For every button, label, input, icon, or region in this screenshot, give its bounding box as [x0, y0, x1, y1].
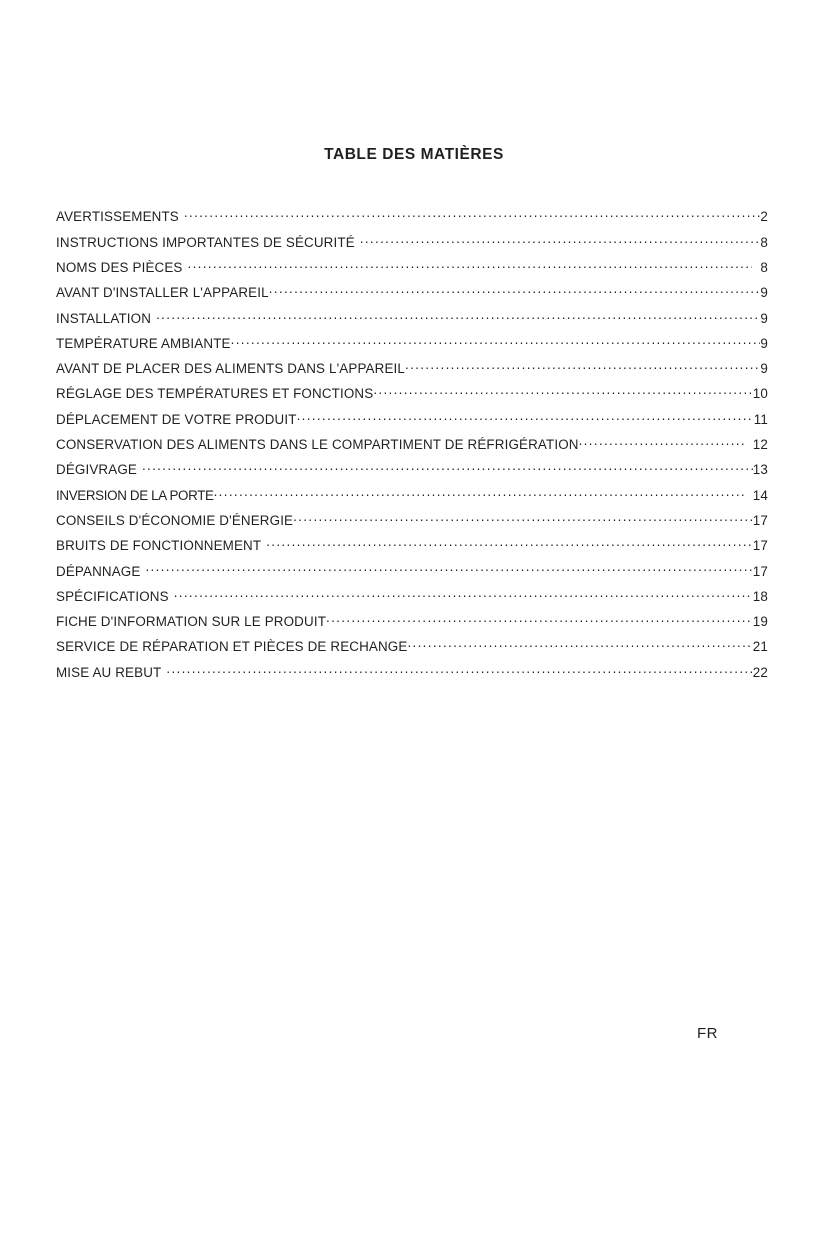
- toc-entry-label: AVANT DE PLACER DES ALIMENTS DANS L'APPAREIL: [56, 361, 405, 377]
- dot-leader: [231, 334, 761, 347]
- toc-entry-page: 13: [752, 462, 768, 478]
- toc-entry-label: BRUITS DE FONCTIONNEMENT: [56, 538, 262, 554]
- toc-entry[interactable]: [56, 486, 768, 511]
- toc-entry[interactable]: [56, 385, 768, 410]
- table-of-contents: [56, 208, 768, 689]
- toc-entry-page: 19: [752, 614, 768, 630]
- toc-entry-label: INVERSION DE LA PORTE: [56, 487, 214, 503]
- dot-leader: [360, 233, 761, 246]
- toc-entry-label: CONSEILS D'ÉCONOMIE D'ÉNERGIE: [56, 512, 294, 528]
- language-marker: FR: [697, 1025, 718, 1042]
- dot-leader: [166, 663, 752, 676]
- dot-leader: [266, 537, 753, 550]
- dot-leader: [145, 562, 752, 575]
- page-title: TABLE DES MATIÈRES: [324, 146, 504, 163]
- toc-entry[interactable]: [56, 537, 768, 562]
- toc-entry-label: SPÉCIFICATIONS: [56, 588, 169, 604]
- toc-entry-label: INSTALLATION: [56, 310, 152, 326]
- toc-entry[interactable]: [56, 208, 768, 233]
- dot-leader: [156, 309, 760, 322]
- dot-leader: [184, 208, 761, 221]
- toc-entry-page: 12: [752, 437, 768, 453]
- toc-entry-label: AVERTISSEMENTS: [56, 209, 179, 225]
- dot-leader: [405, 360, 760, 373]
- dot-leader: [373, 385, 752, 398]
- toc-entry-page: 2: [760, 209, 768, 225]
- dot-leader: [297, 410, 754, 423]
- toc-entry-page: 9: [760, 361, 768, 377]
- toc-entry-page: 17: [752, 563, 768, 579]
- dot-leader: [579, 436, 745, 449]
- toc-entry-label: NOMS DES PIÈCES: [56, 259, 183, 275]
- toc-entry[interactable]: [56, 309, 768, 334]
- toc-entry[interactable]: [56, 284, 768, 309]
- toc-entry-label: FICHE D'INFORMATION SUR LE PRODUIT: [56, 614, 327, 630]
- toc-entry-page: 9: [760, 310, 768, 326]
- dot-leader: [407, 638, 751, 651]
- toc-entry-label: INSTRUCTIONS IMPORTANTES DE SÉCURITÉ: [56, 234, 355, 250]
- toc-entry-page: 9: [760, 335, 768, 351]
- toc-entry-label: DÉPANNAGE: [56, 563, 141, 579]
- toc-entry-page: 21: [752, 639, 768, 655]
- dot-leader: [142, 461, 753, 474]
- toc-entry[interactable]: [56, 410, 768, 435]
- dot-leader: [214, 486, 745, 499]
- dot-leader: [326, 613, 753, 626]
- toc-entry[interactable]: [56, 360, 768, 385]
- toc-entry-label: SERVICE DE RÉPARATION ET PIÈCES DE RECHANGE: [56, 639, 408, 655]
- toc-entry-page: 11: [753, 411, 768, 427]
- toc-entry-page: 9: [760, 285, 768, 301]
- toc-entry-label: AVANT D'INSTALLER L'APPAREIL: [56, 285, 269, 301]
- toc-entry-page: 8: [760, 259, 768, 275]
- toc-entry-label: CONSERVATION DES ALIMENTS DANS LE COMPARTIMENT DE RÉFRIGÉRATION: [56, 437, 579, 453]
- dot-leader: [174, 587, 753, 600]
- toc-entry[interactable]: [56, 587, 768, 612]
- toc-entry-page: 10: [752, 386, 768, 402]
- toc-entry[interactable]: [56, 461, 768, 486]
- toc-entry-label: DÉPLACEMENT DE VOTRE PRODUIT: [56, 411, 297, 427]
- toc-entry-page: 22: [752, 664, 768, 680]
- toc-entry-page: 14: [752, 487, 768, 503]
- toc-entry[interactable]: [56, 233, 768, 258]
- toc-entry-page: 17: [752, 512, 768, 528]
- toc-entry-label: TEMPÉRATURE AMBIANTE: [56, 335, 231, 351]
- toc-entry[interactable]: [56, 436, 768, 461]
- toc-entry[interactable]: [56, 638, 768, 663]
- toc-entry[interactable]: [56, 259, 768, 284]
- toc-entry-label: RÉGLAGE DES TEMPÉRATURES ET FONCTIONS: [56, 386, 374, 402]
- toc-entry[interactable]: [56, 334, 768, 359]
- toc-entry-label: DÉGIVRAGE: [56, 462, 137, 478]
- toc-entry-page: 17: [752, 538, 768, 554]
- toc-entry-page: 18: [752, 588, 768, 604]
- toc-entry[interactable]: [56, 562, 768, 587]
- dot-leader: [269, 284, 761, 297]
- toc-entry[interactable]: [56, 663, 768, 688]
- toc-entry-page: 8: [760, 234, 768, 250]
- dot-leader: [188, 259, 753, 272]
- dot-leader: [293, 512, 753, 525]
- toc-entry[interactable]: [56, 613, 768, 638]
- toc-entry-label: MISE AU REBUT: [56, 664, 162, 680]
- toc-entry[interactable]: [56, 512, 768, 537]
